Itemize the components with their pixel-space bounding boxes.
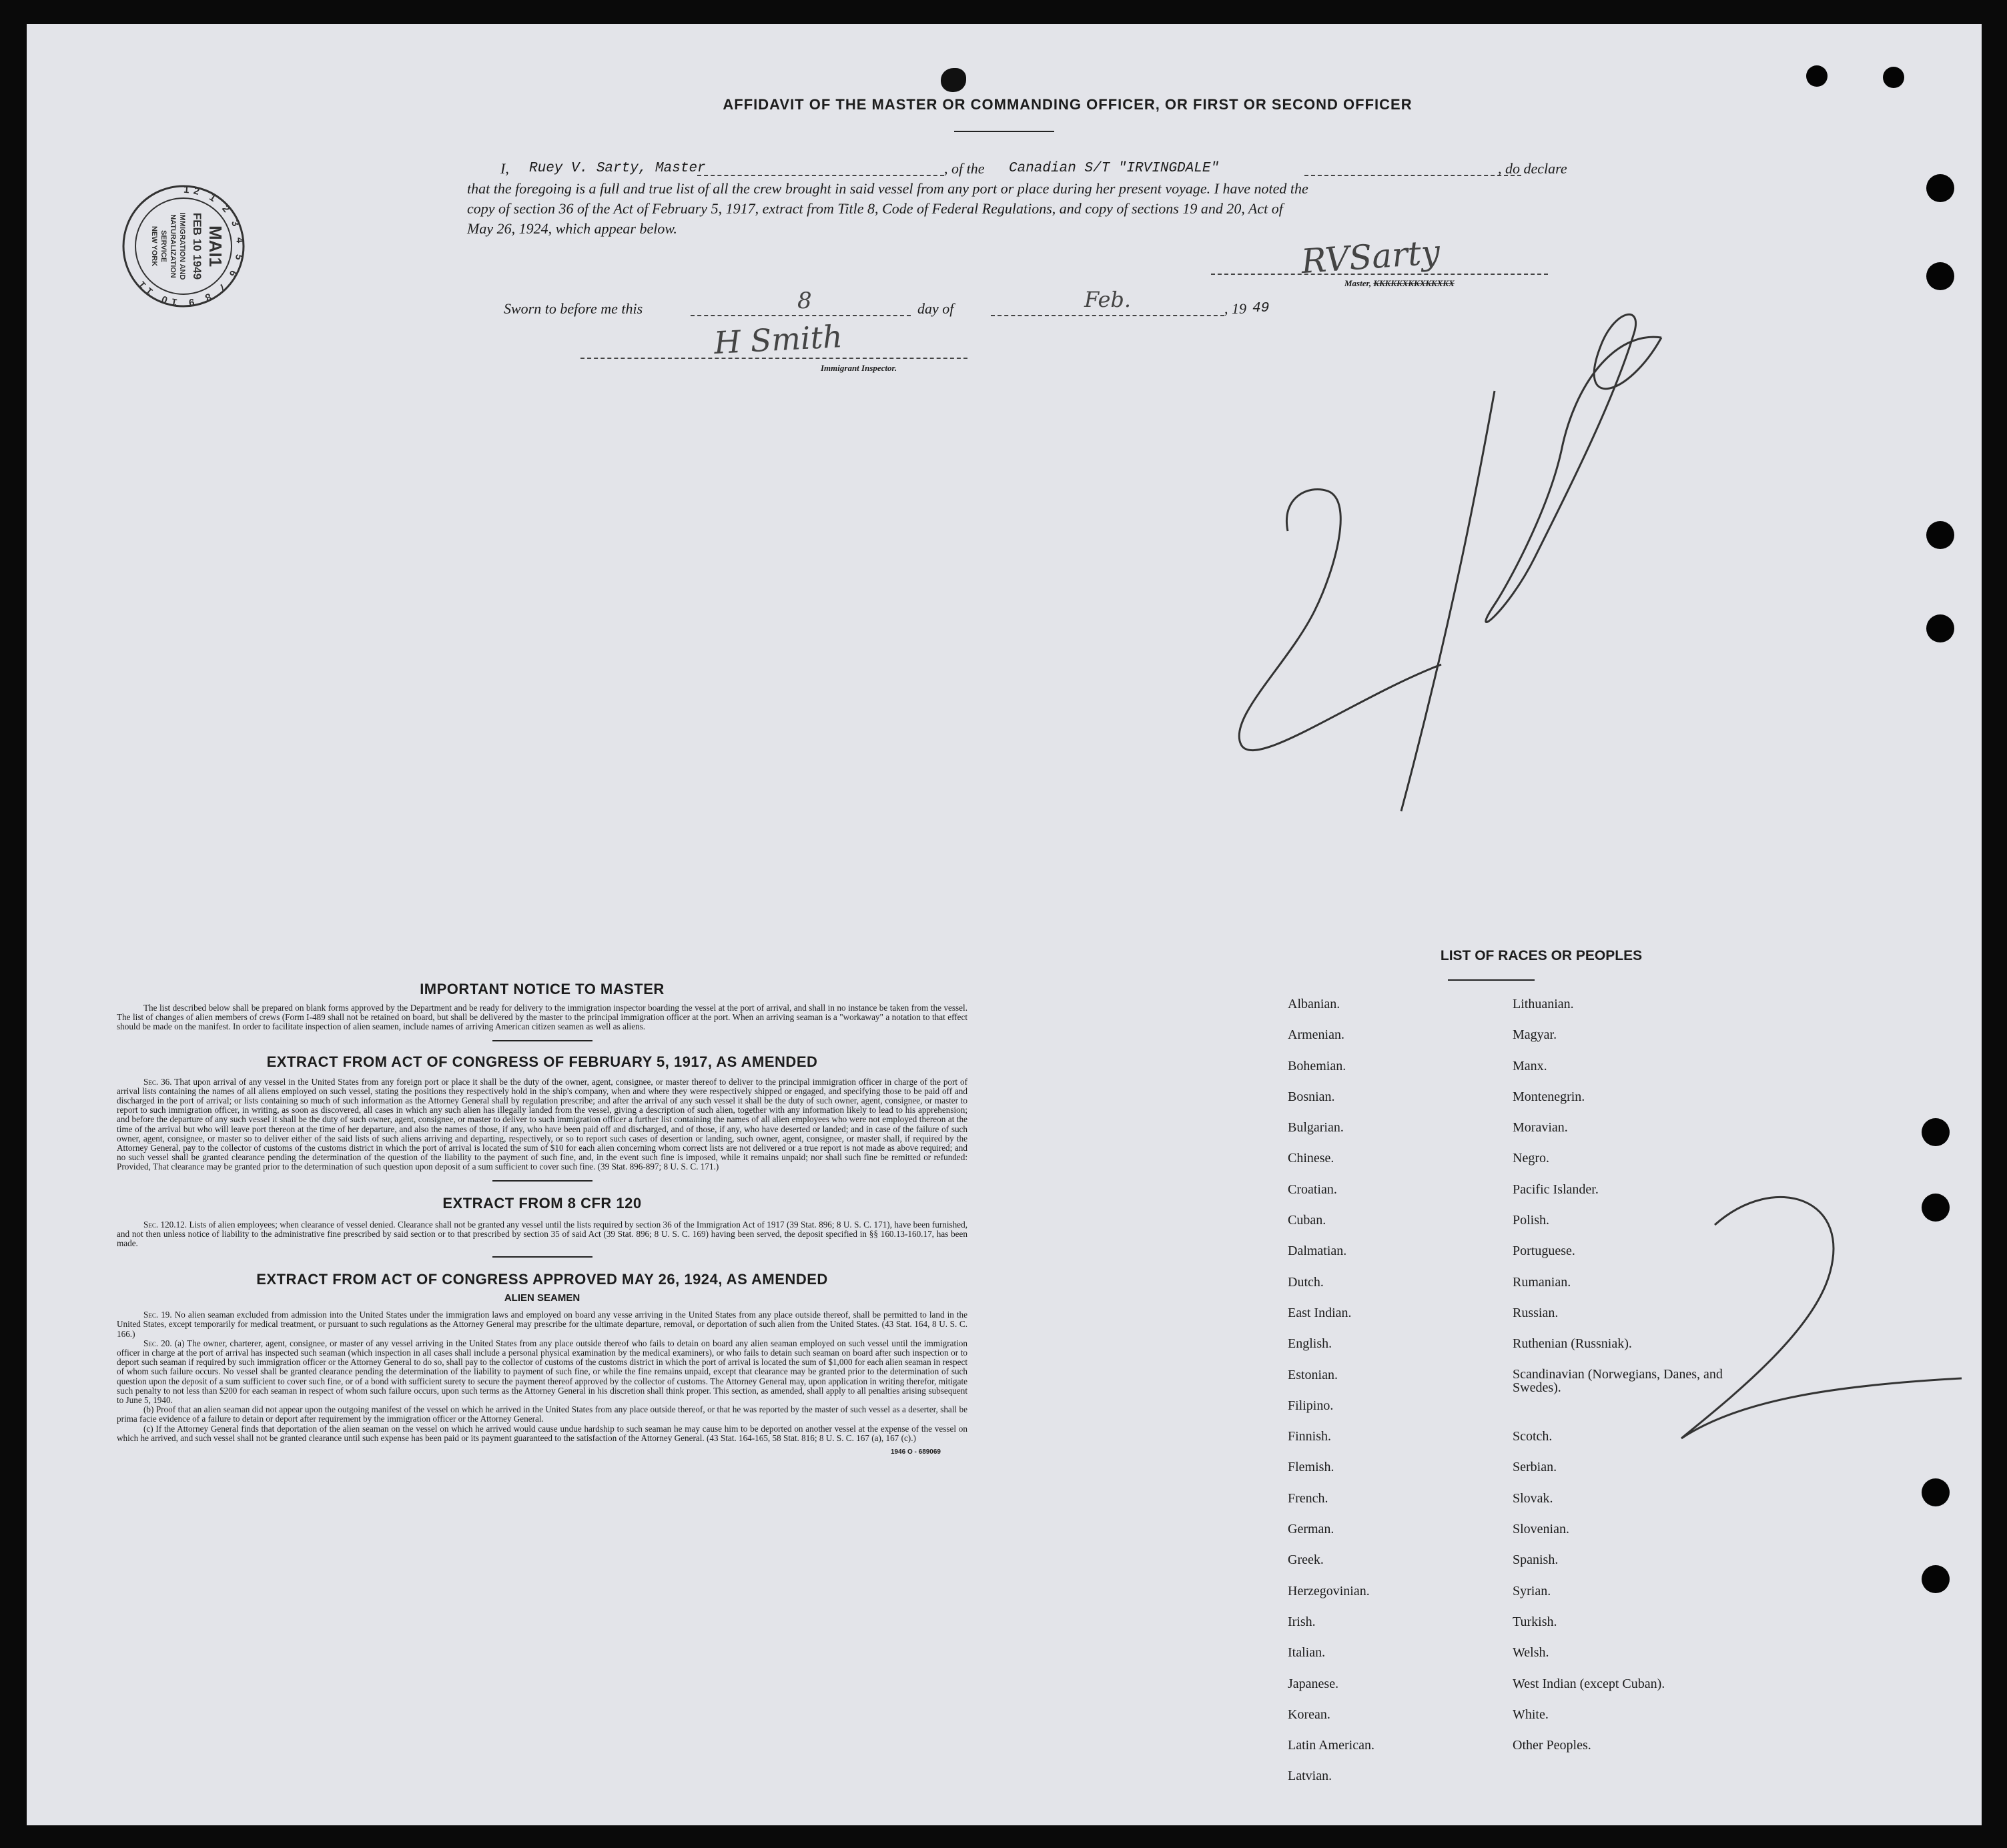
inspector-signature: H Smith <box>713 318 843 362</box>
races-column-1 <box>1288 997 1501 1800</box>
race-item: Portuguese. <box>1513 1244 1575 1259</box>
extract-1924-subtitle: ALIEN SEAMEN <box>504 1292 580 1304</box>
notice-title: IMPORTANT NOTICE TO MASTER <box>420 981 665 997</box>
race-item: Dalmatian. <box>1288 1244 1347 1259</box>
race-item: White. <box>1513 1707 1549 1722</box>
race-item: Finnish. <box>1288 1429 1332 1444</box>
race-item: Irish. <box>1288 1614 1316 1629</box>
ink-blot <box>941 68 966 92</box>
race-item: Ruthenian (Russniak). <box>1513 1336 1632 1352</box>
punch-hole <box>1926 262 1954 290</box>
race-item: Latvian. <box>1288 1769 1332 1784</box>
extract-1924-sec19: Sec. 19. No alien seaman excluded from admission into the United States under the immigration laws and employed on board any vesse arriving in the United States from any place outside thereof, shall be permitted to land in the United States, except temporarily for medical treatment, or pursuant to such regulations as the Attorney General may prescribe for the ultimate departure, removal, or deportation of such alien from the United States. (43 Stat. 164, 8 U. S. C. 166.) <box>117 1310 967 1339</box>
race-item: Manx. <box>1513 1058 1547 1073</box>
race-item: Lithuanian. <box>1513 997 1574 1011</box>
stamp-line-2: FEB 10 1949 <box>191 212 204 280</box>
handwritten-number-2 <box>1641 1185 1982 1452</box>
punch-hole <box>1926 521 1954 549</box>
race-item: Bohemian. <box>1288 1058 1346 1073</box>
divider <box>492 1256 592 1258</box>
month-value: Feb. <box>1084 287 1132 312</box>
race-item: Estonian. <box>1288 1367 1338 1382</box>
race-item: Welsh. <box>1513 1645 1549 1661</box>
race-item: Magyar. <box>1513 1027 1557 1043</box>
race-item: Filipino. <box>1288 1398 1334 1413</box>
handwritten-number-2-8 <box>1201 291 1801 838</box>
legal-notices <box>117 978 967 1456</box>
master-name-line <box>697 175 944 176</box>
day-line <box>691 315 911 316</box>
race-item: West Indian (except Cuban). <box>1513 1676 1665 1691</box>
race-item: Montenegrin. <box>1513 1089 1585 1104</box>
race-item: Japanese. <box>1288 1676 1339 1691</box>
race-item: Russian. <box>1513 1305 1559 1320</box>
immigration-stamp <box>120 183 247 310</box>
race-item: Rumanian. <box>1513 1274 1571 1290</box>
punch-hole <box>1926 174 1954 202</box>
punch-hole <box>1922 1478 1950 1506</box>
year-prefix: , 19 <box>1224 300 1246 317</box>
race-item: Polish. <box>1513 1213 1550 1228</box>
master-name-field: Ruey V. Sarty, Master <box>529 161 706 176</box>
races-title: LIST OF RACES OR PEOPLES <box>1440 948 1643 963</box>
races-title-underline <box>1448 979 1535 981</box>
declaration <box>467 159 1581 239</box>
race-item: East Indian. <box>1288 1305 1352 1320</box>
race-item: Armenian. <box>1288 1027 1344 1043</box>
race-item: Turkish. <box>1513 1614 1557 1629</box>
race-item: Syrian. <box>1513 1583 1551 1598</box>
declaration-prefix: I, <box>500 160 509 177</box>
race-item: Dutch. <box>1288 1274 1324 1290</box>
divider <box>492 1180 592 1182</box>
vessel-field: Canadian S/T "IRVINGDALE" <box>1009 161 1220 176</box>
of-the-label: , of the <box>944 160 985 177</box>
month-line <box>991 315 1224 316</box>
race-item: Italian. <box>1288 1645 1326 1661</box>
extract-cfr-body: Sec. 120.12. Lists of alien employees; when clearance of vessel denied. Clearance shall not be granted any vessel until the lists required by section 36 of the Immigration Act of 1917 (39 Stat. 896; 8 U. S. C. 171), have been furnished, and not then unless notice of liability to the administrative fine prescribed by said section or to that prescribed by section 35 of said Act (39 Stat. 896; 8 U. S. C. 169) having been served, the deposit specified in §§ 160.13-160.17, has been made. <box>117 1219 967 1249</box>
stamp-line-3: IMMIGRATION AND <box>178 212 186 280</box>
title-underline <box>954 131 1054 132</box>
master-title-label: Master, KKKKKXKKXKKXKX <box>1344 278 1455 288</box>
punch-hole <box>1922 1118 1950 1146</box>
race-item: Bosnian. <box>1288 1089 1335 1104</box>
punch-hole <box>1926 614 1954 642</box>
master-signature: RVSarty <box>1300 232 1442 282</box>
race-item: Korean. <box>1288 1707 1330 1722</box>
year-value: 49 <box>1252 301 1270 316</box>
race-item: Moravian. <box>1513 1120 1568 1135</box>
sworn-line <box>504 287 1304 326</box>
declaration-line-4: May 26, 1924, which appear below. <box>467 220 677 237</box>
extract-1917-body: Sec. 36. That upon arrival of any vessel in the United States from any foreign port or place it shall be the duty of the owner, agent, consignee, or master thereof to deliver to the principal immigration officer in charge of the port of arrival lists containing the names of all aliens employed on such vessel, stating the positions they respectively hold in the ship's company, when and where they were respectively shipped or engaged, and specifying those to be paid off and discharged in the port of arrival; or lists containing so much of such information as the Attorney General shall by regulation prescribe; and after the arrival of any such vessel it shall be the duty of such owner, agent, consignee, or master to report to such immigration officer, in writing, as soon as discovered, all cases in which any such alien has illegally landed from the vessel, giving a description of such alien, together with any information likely to lead to his apprehension; and before the departure of any such vessel it shall be the duty of such owner, agent, consignee, or master to deliver to such immigration officer a further list containing the names of all alien employees who were not employed thereon at the time of the arrival but who will leave port thereon at the time of her departure, and also the names of those, if any, who have been paid off and discharged, and of those, if any, who have deserted or landed; and in case of the failure of such owner, agent, consignee, or master so to deliver either of the said lists of such aliens arriving and departing, respectively, or so to report such cases of desertion or landing, such owner, agent, consignee, or master shall, if required by the Attorney General, pay to the collector of customs of the customs district in which the port of arrival is located the sum of $10 for each alien concerning whom correct lists are not delivered or a true report is not made as above required; and no such vessel shall be granted clearance pending the determination of the question of the liability to the payment of such fine, and, in the event such fine is imposed, while it remains unpaid; nor shall such fine be remitted or refunded: Provided, That clearance may be granted prior to the determination of such question upon deposit of a sum sufficient to cover such fine. (39 Stat. 896-897; 8 U. S. C. 171.) <box>117 1076 968 1172</box>
do-declare-label: , do declare <box>1498 160 1567 177</box>
race-item: French. <box>1288 1490 1328 1506</box>
affidavit-title: AFFIDAVIT OF THE MASTER OR COMMANDING OFFICER, OR FIRST OR SECOND OFFICER <box>723 96 1413 113</box>
race-item: Scandinavian (Norwegians, Danes, and Swedes). <box>1513 1366 1723 1395</box>
divider <box>492 1040 592 1041</box>
race-item: Slovenian. <box>1513 1522 1569 1537</box>
race-item: Serbian. <box>1513 1460 1557 1475</box>
inspector-label: Immigrant Inspector. <box>821 363 897 373</box>
document-sheet <box>27 24 1982 1825</box>
race-item: Pacific Islander. <box>1513 1182 1599 1197</box>
stamp-line-1: MAI1 <box>206 225 226 268</box>
race-item: Cuban. <box>1288 1213 1326 1228</box>
race-item: Negro. <box>1513 1151 1549 1166</box>
vessel-line <box>1304 175 1521 176</box>
race-item: English. <box>1288 1336 1332 1352</box>
declaration-line-2: that the foregoing is a full and true list of all the crew brought in said vessel from any port or place during her present voyage. I have noted the <box>467 180 1308 197</box>
race-item: German. <box>1288 1522 1334 1537</box>
extract-1924-sec20b: (b) Proof that an alien seaman did not appear upon the outgoing manifest of the vessel on which he arrived in the United States from any place outside thereof, or that he was reported by the master of such vessel as a deserter, shall be prima facie evidence of a failure to detain or deport after requirement by the immigration officer or the Attorney General. <box>117 1404 967 1424</box>
day-of-label: day of <box>917 300 954 317</box>
race-item: Flemish. <box>1288 1460 1334 1475</box>
punch-hole <box>1806 65 1828 87</box>
race-item: Herzegovinian. <box>1288 1583 1370 1598</box>
race-item: Slovak. <box>1513 1490 1553 1506</box>
race-item: Spanish. <box>1513 1552 1559 1568</box>
extract-1924-sec20a: Sec. 20. (a) The owner, charterer, agent, consignee, or master of any vessel arriving in the United States from any place outside thereof who fails to detain on board any alien seaman employed on such vessel until the immigration officer in charge at the port of arrival has inspected such seaman (which inspection in all cases shall include a personal physical examination by the medical examiners), or who fails to detain such seaman on board after such inspection or to deport such seaman if required by such immigration officer or the Attorney General to do so, shall pay to the collector of customs of the customs district in which the port of arrival is located the sum of $1,000 for each alien seaman in respect of whom such failure occurs. No vessel shall be granted clearance pending the determination of the liability to payment of such fine, or while the fine remains unpaid, except that clearance may be granted prior to the determination of such question upon the deposit of a sum sufficient to cover such fine, or of a bond with sufficient surety to secure the payment thereof approved by the collector of customs. The Attorney General may, upon application in writing therefor, mitigate such penalty to not less than $200 for each seaman in respect of whom such failure occurs, upon such terms as the Attorney General in his discretion shall think proper. This section, as amended, shall apply to all penalties arising subsequent to June 5, 1940. <box>117 1338 967 1406</box>
stamp-line-5: SERVICE <box>159 229 167 263</box>
punch-hole <box>1922 1565 1950 1593</box>
punch-hole <box>1883 67 1904 88</box>
extract-1924-sec20c: (c) If the Attorney General finds that deportation of the alien seaman on the vessel on which he arrived would cause undue hardship to such seaman he may cause him to be deported on another vessel at the expense of the vessel on which he arrived, and such vessel shall not be granted clearance until such expense has been paid or its payment guaranteed to the satisfaction of the Attorney General. (43 Stat. 164-165, 58 Stat. 816; 8 U. S. C. 167 (a), 167 (c).) <box>117 1423 967 1443</box>
race-item: Albanian. <box>1288 997 1340 1011</box>
extract-1917-title: EXTRACT FROM ACT OF CONGRESS OF FEBRUARY 5, 1917, AS AMENDED <box>266 1053 818 1070</box>
print-code: 1946 O - 689069 <box>890 1448 941 1456</box>
sworn-prefix: Sworn to before me this <box>504 300 643 317</box>
race-item: Chinese. <box>1288 1151 1334 1166</box>
race-item: Bulgarian. <box>1288 1120 1344 1135</box>
stamp-line-4: NATURALIZATION <box>169 214 177 278</box>
race-item: Greek. <box>1288 1552 1324 1568</box>
race-item: Other Peoples. <box>1513 1738 1591 1753</box>
extract-cfr-title: EXTRACT FROM 8 CFR 120 <box>442 1194 642 1212</box>
day-value: 8 <box>797 288 812 314</box>
race-item: Scotch. <box>1513 1429 1553 1444</box>
extract-1924-title: EXTRACT FROM ACT OF CONGRESS APPROVED MAY 26, 1924, AS AMENDED <box>256 1271 828 1288</box>
declaration-line-3: copy of section 36 of the Act of February 5, 1917, extract from Title 8, Code of Federal Regulations, and copy of sections 19 and 20, Act of <box>467 200 1283 217</box>
race-item: Latin American. <box>1288 1738 1374 1753</box>
race-item: Croatian. <box>1288 1182 1337 1197</box>
notice-body: The list described below shall be prepared on blank forms approved by the Department and be ready for delivery to the immigration inspector boarding the vessel at the port of arrival, and shall in no instance be taken from the vessel. The list of changes of alien members of crews (Form I-489 shall not be retained on board, but shall be delivered by the master to the principal immigration officer at the port. When an arriving seaman is a "workaway" a notation to that effect should be made on the manifest. In order to facilitate inspection of alien seamen, include names of arriving American citizen seamen as well as aliens. <box>117 1003 967 1032</box>
stamp-line-6: NEW YORK <box>150 225 158 267</box>
stamp-ring-text: 12 1 2 3 4 5 6 7 8 9 10 11 <box>133 183 246 309</box>
